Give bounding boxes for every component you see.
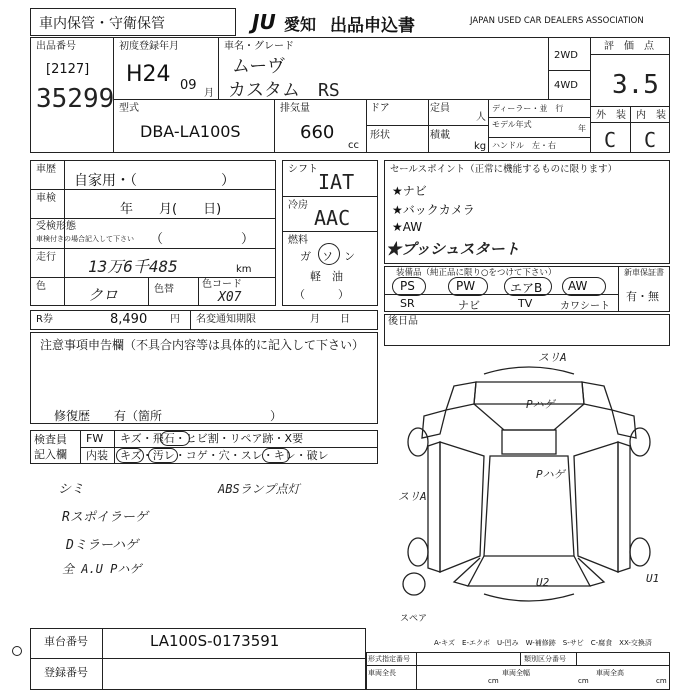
- divider: [488, 117, 590, 118]
- divider: [30, 218, 276, 219]
- equipment-ps: PS: [400, 279, 415, 293]
- displacement-unit: cc: [348, 140, 359, 151]
- divider: [198, 277, 199, 306]
- mileage-value: 13万6千485: [88, 257, 178, 276]
- fw-tobi-circle: [160, 431, 190, 446]
- divider: [548, 37, 549, 99]
- exterior-label: 外 装: [596, 110, 626, 121]
- shape-label: 形状: [370, 130, 390, 141]
- load-label: 積載: [430, 130, 450, 141]
- divider: [30, 277, 276, 278]
- equipment-title: 装備品（純正品に限り○をつけて下さい）: [396, 268, 557, 278]
- form-title: 出品申込書: [330, 16, 415, 36]
- mileage-label: 走行: [36, 252, 56, 263]
- divider: [488, 99, 489, 153]
- divider: [30, 248, 276, 249]
- length-label: 車両全長: [368, 669, 396, 677]
- note-abs: ABSランプ点灯: [218, 482, 300, 496]
- divider: [282, 196, 378, 197]
- diagram-legend: A-キズ E-エクボ U-凹み W-補修跡 S-サビ C-腐食 XX-交換済: [434, 639, 652, 647]
- color-code-label: 色コード: [202, 279, 242, 290]
- diagram-label-bottom-right: U1: [646, 572, 660, 585]
- door-label: ドア: [370, 103, 390, 114]
- interior-label: 内装: [86, 449, 108, 462]
- divider: [618, 266, 619, 312]
- type-value: DBA-LA100S: [140, 122, 241, 141]
- inspector-label: 検査員: [34, 433, 67, 446]
- interior-grade: C: [644, 128, 657, 152]
- divider: [590, 54, 670, 55]
- width-unit: cm: [578, 677, 589, 685]
- interior-yogore-circle: [148, 448, 178, 463]
- color-code-value: X07: [218, 290, 242, 305]
- sales-point: ★AW: [392, 220, 423, 234]
- shift-value: IAT: [318, 170, 355, 194]
- diagram-label-left: スリA: [398, 490, 427, 503]
- divider: [416, 652, 417, 690]
- divider: [30, 658, 366, 659]
- first-reg-label: 初度登録年月: [119, 41, 179, 52]
- fw-values: キズ・飛石・ヒビ割・リペア跡・X要: [120, 432, 304, 445]
- color-value: クロ: [88, 286, 119, 304]
- inspection-note-label: 受検形態: [36, 221, 76, 232]
- usage-label: 車歴: [36, 164, 56, 175]
- drive-2wd: 2WD: [554, 50, 578, 61]
- divider: [366, 99, 367, 153]
- inspection-value: 年 月( 日): [120, 202, 222, 217]
- lot-number: 35299: [36, 84, 115, 114]
- displacement-label: 排気量: [280, 103, 310, 114]
- recycle-label: R券: [36, 314, 53, 325]
- tax-notice-value: 月 日: [310, 314, 350, 325]
- handle-label: ハンドル 左・右: [492, 141, 556, 150]
- model-year-label: モデル年式: [492, 120, 532, 129]
- repair-history: 修復歴 有（箇所 ）: [54, 409, 283, 423]
- note-stain: シミ: [58, 482, 85, 497]
- load-unit: kg: [474, 141, 487, 152]
- equipment-airbag: エアB: [510, 281, 543, 295]
- equipment-navi: ナビ: [458, 299, 480, 312]
- model-year-unit: 年: [578, 124, 586, 133]
- capacity-label: 定員: [430, 103, 450, 114]
- height-unit: cm: [656, 677, 667, 685]
- color-label: 色: [36, 281, 46, 292]
- divider: [576, 652, 577, 665]
- sales-points-title: セールスポイント（正常に機能するものに限ります）: [390, 164, 618, 175]
- fuel-gasoline: ガ ソ ン: [300, 250, 355, 263]
- interior-label: 内 装: [636, 110, 666, 121]
- fuel-other: （ ）: [294, 288, 349, 301]
- divider: [190, 310, 191, 330]
- equipment-ps-circle: [392, 277, 426, 296]
- exterior-grade: C: [604, 128, 617, 152]
- divider: [148, 277, 149, 306]
- model-cert-label: 形式指定番号: [368, 655, 410, 663]
- chassis-number: LA100S-0173591: [150, 632, 280, 650]
- car-grade: カスタム RS: [228, 80, 340, 101]
- diagram-label-top: スリA: [538, 351, 567, 364]
- divider: [630, 106, 631, 153]
- car-name: ムーヴ: [232, 56, 286, 77]
- equipment-aw-circle: [562, 277, 606, 296]
- punch-hole: [12, 646, 22, 656]
- ju-logo: JU: [252, 10, 276, 34]
- note-all: 全 A.U Pハゲ: [62, 562, 142, 576]
- capacity-unit: 人: [476, 112, 486, 123]
- sales-point: ★バックカメラ: [392, 203, 475, 217]
- divider: [366, 665, 670, 666]
- reg-number-label: 登録番号: [44, 666, 88, 679]
- height-label: 車両全高: [596, 669, 624, 677]
- recycle-value: 8,490: [110, 312, 148, 327]
- divider: [218, 37, 219, 99]
- rear-items-block: [384, 314, 670, 346]
- rating-label: 評 価 点: [604, 41, 654, 52]
- equipment-pw-circle: [448, 277, 488, 296]
- inspection-label: 車検: [36, 193, 56, 204]
- note-spoiler: Rスポイラーゲ: [62, 510, 148, 525]
- model-label: 車名・グレード: [224, 41, 294, 52]
- fuel-selected-circle: [318, 243, 340, 265]
- width-label: 車両全幅: [502, 669, 530, 677]
- brand-name: 愛知: [284, 15, 317, 34]
- color-change-label: 色替: [154, 284, 174, 295]
- divider: [428, 99, 429, 153]
- diagram-label-spare: スペア: [400, 614, 428, 624]
- rating-value: 3.5: [612, 70, 659, 100]
- car-damage-diagram: [384, 346, 674, 616]
- drive-4wd: 4WD: [554, 80, 578, 91]
- mileage-unit: km: [236, 264, 252, 275]
- sales-point: ★プッシュスタート: [386, 240, 520, 258]
- divider: [274, 99, 275, 153]
- lot-bracket: [2127]: [46, 62, 90, 77]
- divider: [113, 99, 590, 100]
- warranty-value: 有・無: [626, 290, 659, 303]
- shift-label: シフト: [288, 164, 318, 175]
- chassis-label: 車台番号: [44, 635, 88, 648]
- usage-value: 自家用・（ ）: [74, 173, 235, 189]
- warranty-label: 新車保証書: [624, 268, 664, 277]
- equipment-pw: PW: [456, 279, 476, 293]
- equipment-seat: カワシート: [560, 301, 610, 312]
- equipment-tv: TV: [518, 297, 533, 310]
- divider: [64, 160, 65, 306]
- diagram-label-hood: Pハゲ: [536, 468, 565, 481]
- divider: [520, 652, 521, 665]
- divider: [366, 125, 488, 126]
- divider: [488, 137, 590, 138]
- association-name: JAPAN USED CAR DEALERS ASSOCIATION: [470, 16, 644, 26]
- tax-notice-label: 名変通知期限: [196, 314, 256, 325]
- diagram-label-roof: Pハゲ: [526, 398, 555, 411]
- sales-point: ★ナビ: [392, 184, 427, 198]
- entry-label: 記入欄: [34, 448, 67, 461]
- storage-label: 車内保管・守衛保管: [39, 16, 165, 32]
- dealer-label: ディーラー・並 行: [492, 104, 564, 113]
- divider: [282, 231, 378, 232]
- fuel-label: 燃料: [288, 235, 308, 246]
- category-label: 類別区分番号: [524, 655, 566, 663]
- storage-box: [30, 8, 236, 36]
- interior-values: キズ・汚レ・コゲ・穴・スレ・キレ・破レ: [120, 449, 329, 462]
- interior-sure-circle: [262, 448, 290, 463]
- notes-title: 注意事項申告欄（不具合内容等は具体的に記入して下さい）: [40, 338, 365, 352]
- note-mirror: Dミラーハゲ: [66, 538, 139, 553]
- type-label: 型式: [119, 103, 139, 114]
- divider: [548, 70, 590, 71]
- interior-kizu-circle: [116, 448, 144, 463]
- equipment-airbag-circle: [504, 277, 552, 296]
- fuel-light-oil: 軽 油: [310, 270, 343, 283]
- inspection-note-value: （ ）: [150, 232, 255, 247]
- month-unit: 月: [204, 88, 214, 99]
- ac-label: 冷房: [288, 200, 308, 211]
- listing-no-label: 出品番号: [36, 41, 76, 52]
- recycle-unit: 円: [170, 314, 180, 325]
- ac-value: AAC: [314, 206, 351, 230]
- equipment-sr: SR: [400, 297, 415, 310]
- length-unit: cm: [488, 677, 499, 685]
- inspection-note-small: 車検付きの場合記入して下さい: [36, 235, 134, 243]
- diagram-label-bottom: U2: [536, 576, 550, 589]
- divider: [102, 628, 103, 690]
- equipment-aw: AW: [568, 279, 588, 293]
- reg-month: 09: [180, 78, 197, 93]
- rear-items-label: 後日品: [388, 316, 418, 327]
- fw-label: FW: [86, 432, 104, 445]
- displacement-value: 660: [300, 122, 335, 143]
- era-year: H24: [126, 62, 171, 87]
